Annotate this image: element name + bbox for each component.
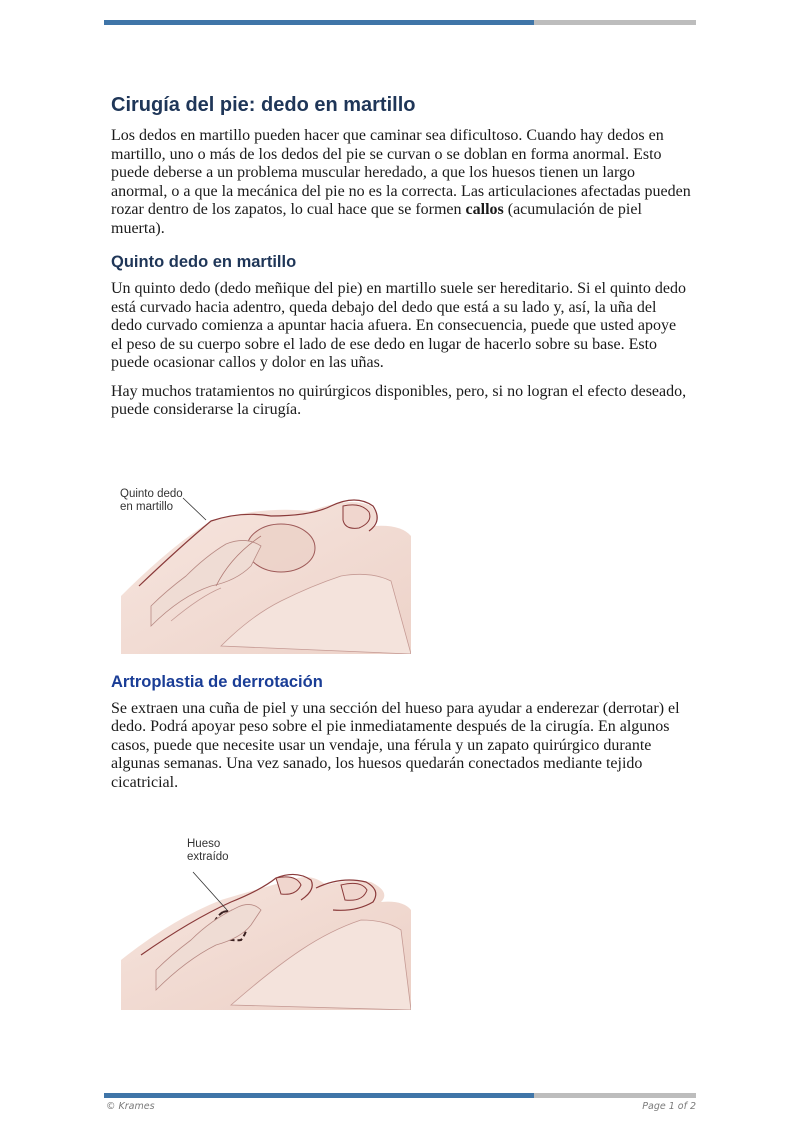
figure-label-hueso-extraido — [187, 838, 229, 864]
section-heading-artroplastia: Artroplastia de derrotación — [111, 672, 323, 691]
section-paragraph: Se extraen una cuña de piel y una sección del hueso para ayudar a enderezar (derrotar) el dedo. Podrá apoyar peso sobre el pie inmediatamente después de la cirugía. En algunos casos, puede que necesite usar un vendaje, una férula y un zapato quirúrgico durante algunas semanas. Una vez sanado, los huesos quedarán conectados mediante tejido cicatricial. — [111, 699, 680, 791]
bone-removal-illustration-icon — [111, 830, 411, 1010]
section-paragraph: Hay muchos tratamientos no quirúrgicos disponibles, pero, si no logran el efecto deseado, puede considerarse la cirugía. — [111, 382, 687, 418]
header-rule — [104, 20, 696, 25]
document-body — [111, 93, 691, 1010]
footer-rule-gray — [534, 1093, 696, 1098]
figure-label-quinto-dedo — [120, 488, 183, 514]
header-rule-gray — [534, 20, 696, 25]
label-line: en martillo — [120, 500, 174, 513]
intro-text-1: Los dedos en martillo pueden hacer que caminar sea dificultoso. Cuando hay dedos en martillo, uno o más de los dedos del pie se curvan o se doblan en forma anormal. Esto puede deberse a un problema muscular heredado, a que los huesos tienen un largo anormal, o a que la mecánica del pie no es la correcta. Las articulaciones afectadas pueden rozar dentro de los zapatos, lo cual hace que se formen — [111, 127, 691, 218]
label-line: Quinto dedo — [120, 487, 183, 500]
intro-bold-term: callos — [465, 201, 504, 218]
footer-copyright: © Krames — [106, 1101, 155, 1112]
intro-paragraph — [111, 127, 691, 238]
section-heading-quinto-dedo: Quinto dedo en martillo — [111, 253, 297, 271]
label-line: extraído — [187, 851, 229, 863]
footer-rule-blue — [104, 1093, 534, 1098]
label-line: Hueso — [187, 838, 221, 850]
section-paragraph: Un quinto dedo (dedo meñique del pie) en martillo suele ser hereditario. Si el quinto dedo está curvado hacia adentro, queda debajo del dedo que está a su lado y, así, la uña del dedo curvado comienza a apuntar hacia afuera. En consecuencia, puede que usted apoye el peso de su cuerpo sobre el lado de ese dedo en lugar de hacerlo sobre su base. Esto puede ocasionar callos y dolor en las uñas. — [111, 280, 686, 371]
footer-rule — [104, 1093, 696, 1098]
figure-hueso-extraido — [111, 830, 411, 1010]
footer-page-number: Page 1 of 2 — [642, 1101, 696, 1112]
header-rule-blue — [104, 20, 534, 25]
figure-quinto-dedo — [111, 476, 411, 654]
intro-text-2: (acumulación de piel muerta). — [111, 201, 642, 237]
page-title: Cirugía del pie: dedo en martillo — [111, 94, 416, 116]
